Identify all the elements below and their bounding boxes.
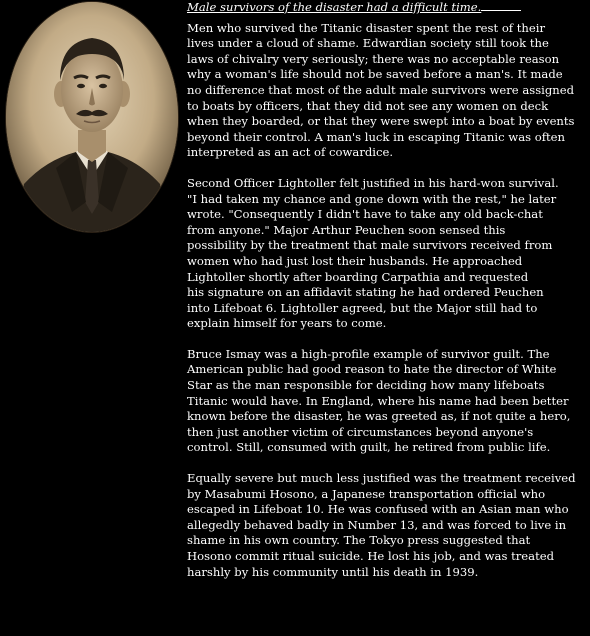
text-line: shame in his own country. The Tokyo press suggested that	[187, 533, 531, 548]
text-line: laws of chivalry very seriously; there was no acceptable reason	[187, 51, 560, 66]
text-line: then just another victim of circumstances beyond anyone's	[187, 424, 534, 439]
text-line: "I had taken my chance and gone down with the rest," he later	[187, 191, 557, 206]
text-line: into Lifeboat 6. Lightoller agreed, but the Major still had to	[187, 300, 538, 315]
text-line: Star as the man responsible for deciding how many lifeboats	[187, 378, 545, 393]
text-line: to boats by officers, that they did not see any women on deck	[187, 98, 549, 113]
text-line: harshly by his community until his death in 1939.	[187, 564, 479, 579]
text-line: from anyone." Major Arthur Peuchen soon sensed this	[187, 222, 506, 237]
article-text	[187, 0, 587, 595]
text-line: Bruce Ismay was a high-profile example of survivor guilt. The	[187, 346, 550, 361]
text-line: by Masabumi Hosono, a Japanese transportation official who	[187, 486, 546, 501]
paragraph-4	[187, 471, 587, 580]
text-line: American public had good reason to hate the director of White	[187, 362, 557, 377]
paragraph-3	[187, 347, 587, 456]
text-line: his signature on an affidavit stating he had ordered Peuchen	[187, 285, 544, 300]
text-line: Titanic would have. In England, where his name had been better	[187, 393, 569, 408]
text-line: control. Still, consumed with guilt, he retired from public life.	[187, 440, 551, 455]
text-line: when they boarded, or that they were swept into a boat by events	[187, 114, 575, 129]
text-line: Lightoller shortly after boarding Carpathia and requested	[187, 269, 529, 284]
text-line: interpreted as an act of cowardice.	[187, 145, 394, 160]
portrait-photo	[6, 2, 178, 232]
text-line: known before the disaster, he was greeted as, if not quite a hero,	[187, 409, 571, 424]
article-title: Male survivors of the disaster had a difficult time.	[187, 0, 587, 16]
text-line: why a woman's life should not be saved before a man's. It made	[187, 67, 563, 82]
text-line: possibility by the treatment that male survivors received from	[187, 238, 553, 253]
paragraph-1	[187, 21, 587, 161]
text-line: wrote. "Consequently I didn't have to take any old back-chat	[187, 207, 543, 222]
text-line: Equally severe but much less justified was the treatment received	[187, 471, 576, 486]
text-line: women who had just lost their husbands. He approached	[187, 253, 523, 268]
portrait-image	[6, 2, 178, 232]
text-line: allegedly behaved badly in Number 13, and was forced to live in	[187, 517, 567, 532]
text-line: beyond their control. A man's luck in escaping Titanic was often	[187, 129, 566, 144]
text-line: Second Officer Lightoller felt justified in his hard-won survival.	[187, 175, 559, 190]
text-line: lives under a cloud of shame. Edwardian society still took the	[187, 36, 549, 51]
text-line: no difference that most of the adult male survivors were assigned	[187, 82, 575, 97]
text-line: escaped in Lifeboat 10. He was confused with an Asian man who	[187, 502, 569, 517]
text-line: Men who survived the Titanic disaster spent the rest of their	[187, 20, 546, 35]
text-line: Hosono commit ritual suicide. He lost his job, and was treated	[187, 549, 555, 563]
text-line: explain himself for years to come.	[187, 316, 387, 331]
paragraph-2	[187, 176, 587, 332]
